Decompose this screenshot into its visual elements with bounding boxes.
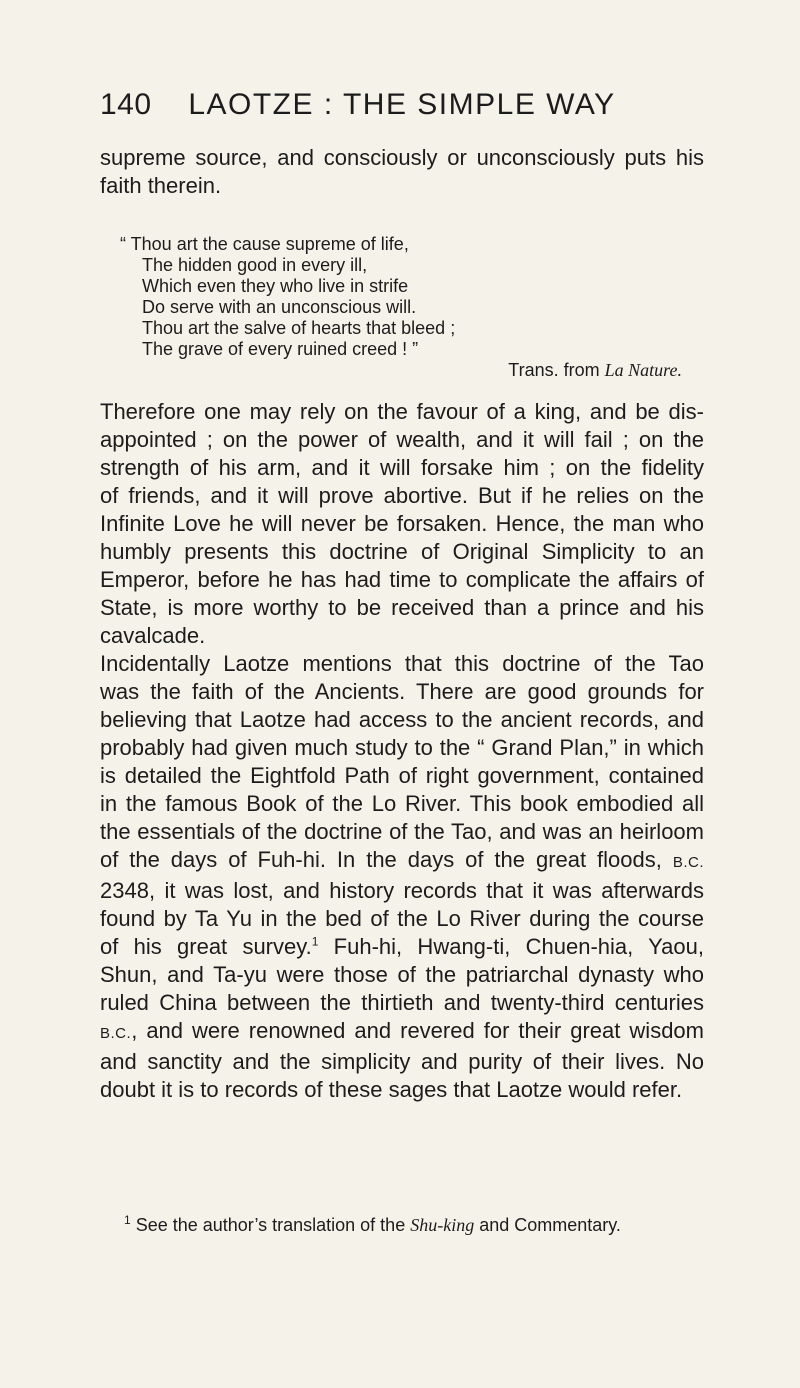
page-number: 140 — [100, 88, 152, 121]
text-line: 2348, it was lost, and history records that it was afterwards — [100, 878, 704, 903]
text-segment: , and were renowned and revered for their great wisdom — [131, 1018, 704, 1043]
text-line: State, is more worthy to be received than a prince and his — [100, 595, 704, 620]
footnote-marker: 1 — [124, 1213, 131, 1227]
text-line: Emperor, before he has had time to complicate the affairs of — [100, 567, 704, 592]
page-header — [100, 88, 704, 128]
verse-attribution — [142, 360, 682, 381]
text-line: ruled China between the thirtieth and twenty-third centuries — [100, 990, 704, 1015]
text-line — [100, 846, 704, 877]
text-line: Infinite Love he will never be forsaken. Hence, the man who — [100, 511, 704, 536]
text-segment: of his great survey. — [100, 934, 312, 959]
text-segment: Fuh-hi, Hwang-ti, Chuen-hia, Yaou, — [318, 934, 704, 959]
text-line: humbly presents this doctrine of Original Simplicity to an — [100, 539, 704, 564]
text-line: Shun, and Ta-yu were those of the patriarchal dynasty who — [100, 962, 704, 987]
footnote-text: See the author’s translation of the — [130, 1215, 411, 1235]
text-line: faith therein. — [100, 173, 222, 198]
text-line: Incidentally Laotze mentions that this doctrine of the Tao — [100, 651, 704, 676]
text-line: Therefore one may rely on the favour of a king, and be dis- — [100, 399, 704, 424]
era-abbreviation: B.C. — [100, 1025, 132, 1042]
text-line: was the faith of the Ancients. There are good grounds for — [100, 679, 704, 704]
text-line: the essentials of the doctrine of the Tao, and was an heirloom — [100, 819, 704, 844]
era-abbreviation: B.C. — [672, 854, 704, 871]
footnote — [124, 1213, 621, 1236]
attribution-prefix: Trans. from — [508, 360, 605, 380]
text-segment: of the days of Fuh-hi. In the days of the great floods, — [100, 847, 662, 872]
text-line: cavalcade. — [100, 623, 206, 648]
verse-line: The grave of every ruined creed ! ” — [142, 339, 419, 359]
paragraph-3 — [100, 650, 704, 1104]
footnote-text: and Commentary. — [474, 1215, 621, 1235]
text-line: supreme source, and consciously or unconsciously puts his — [100, 145, 704, 170]
text-line — [100, 1017, 704, 1048]
footnote-title: Shu-king — [410, 1215, 475, 1235]
text-line: found by Ta Yu in the bed of the Lo River during the course — [100, 906, 704, 931]
footnote-reference: 1 — [311, 934, 319, 949]
text-line: of friends, and it will prove abortive. But if he relies on the — [100, 483, 704, 508]
running-head: LAOTZE : THE SIMPLE WAY — [188, 88, 616, 121]
text-line: is detailed the Eightfold Path of right government, contained — [100, 763, 704, 788]
paragraph-2 — [100, 398, 704, 650]
verse-line: “ Thou art the cause supreme of life, — [120, 234, 409, 254]
verse-quote — [120, 234, 682, 381]
verse-line: Which even they who live in strife — [142, 276, 409, 296]
text-line: probably had given much study to the “ Grand Plan,” in which — [100, 735, 704, 760]
text-line: strength of his arm, and it will forsake him ; on the fidelity — [100, 455, 704, 480]
text-line: doubt it is to records of these sages that Laotze would refer. — [100, 1077, 683, 1102]
text-line: believing that Laotze had access to the ancient records, and — [100, 707, 704, 732]
text-line: appointed ; on the power of wealth, and it will fail ; on the — [100, 427, 704, 452]
verse-line: The hidden good in every ill, — [142, 255, 368, 275]
text-line: in the famous Book of the Lo River. This book embodied all — [100, 791, 704, 816]
paragraph-1 — [100, 144, 704, 200]
verse-line: Do serve with an unconscious will. — [142, 297, 417, 317]
text-line — [100, 933, 704, 961]
verse-line: Thou art the salve of hearts that bleed ; — [142, 318, 456, 338]
text-line: and sanctity and the simplicity and purity of their lives. No — [100, 1049, 704, 1074]
attribution-title: La Nature. — [604, 360, 682, 380]
